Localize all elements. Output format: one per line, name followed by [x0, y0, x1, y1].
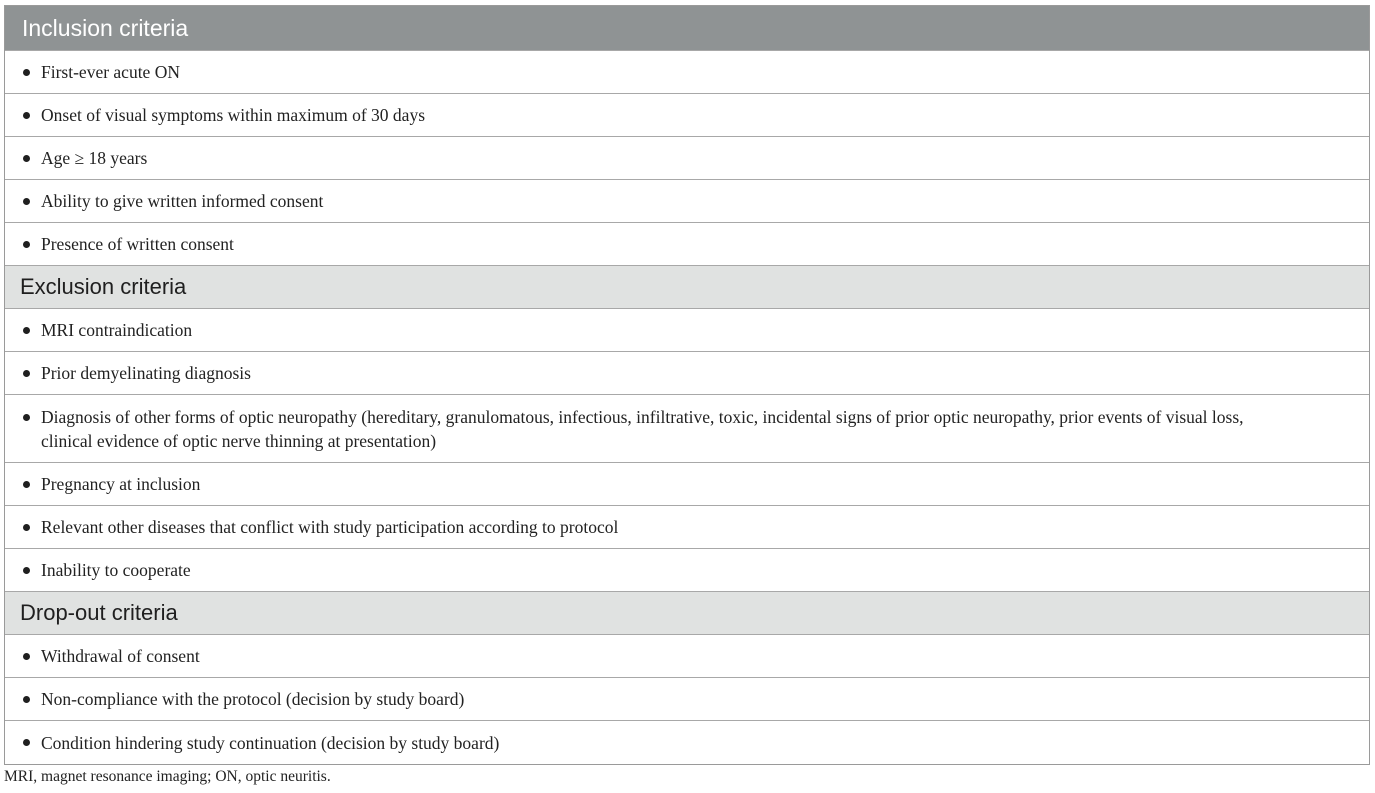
exclusion-criteria-header [5, 266, 1369, 309]
bullet-icon [23, 198, 30, 205]
bullet-icon [23, 414, 30, 421]
table-row [5, 94, 1369, 137]
table-row [5, 223, 1369, 266]
criterion-text: Condition hindering study continuation (decision by study board) [41, 732, 500, 753]
inclusion-criteria-title: Inclusion criteria [22, 15, 189, 41]
bullet-icon [23, 481, 30, 488]
table-row [5, 549, 1369, 592]
criterion-text: Prior demyelinating diagnosis [41, 363, 251, 383]
table-row [5, 678, 1369, 721]
criterion-text: Presence of written consent [41, 234, 234, 254]
bullet-icon [23, 327, 30, 334]
table-row [5, 309, 1369, 352]
criterion-text: Non-compliance with the protocol (decision by study board) [41, 689, 465, 709]
criterion-text: MRI contraindication [41, 320, 193, 340]
table-row [5, 51, 1369, 94]
table-row [5, 635, 1369, 678]
criterion-text: Age ≥ 18 years [41, 148, 148, 168]
dropout-criteria-title: Drop-out criteria [20, 600, 178, 625]
dropout-criteria-header [5, 592, 1369, 635]
bullet-icon [23, 69, 30, 76]
bullet-icon [23, 155, 30, 162]
criterion-text: First-ever acute ON [41, 62, 180, 82]
table-row [5, 180, 1369, 223]
table-row [5, 506, 1369, 549]
criterion-text: Ability to give written informed consent [41, 191, 324, 211]
table-row [5, 721, 1369, 764]
table-row [5, 137, 1369, 180]
table-row [5, 463, 1369, 506]
table-row [5, 395, 1369, 463]
bullet-icon [23, 696, 30, 703]
bullet-icon [23, 370, 30, 377]
bullet-icon [23, 567, 30, 574]
bullet-icon [23, 241, 30, 248]
bullet-icon [23, 524, 30, 531]
exclusion-criteria-title: Exclusion criteria [20, 274, 187, 299]
criterion-text: Onset of visual symptoms within maximum of 30 days [41, 105, 426, 125]
table-footnote: MRI, magnet resonance imaging; ON, optic neuritis. [4, 768, 331, 785]
criterion-text: Withdrawal of consent [41, 646, 200, 666]
bullet-icon [23, 739, 30, 746]
criterion-text: Inability to cooperate [41, 560, 191, 580]
bullet-icon [23, 112, 30, 119]
criterion-text: Relevant other diseases that conflict with study participation according to protocol [41, 517, 619, 537]
inclusion-criteria-header [5, 6, 1369, 51]
bullet-icon [23, 653, 30, 660]
table-row [5, 352, 1369, 395]
criterion-text: Pregnancy at inclusion [41, 474, 201, 494]
criterion-text: Diagnosis of other forms of optic neuropathy (hereditary, granulomatous, infectious, infiltrative, toxic, incidental signs of prior optic neuropathy, prior events of visual loss, clinical evidence of optic nerve thinning at presentation) [41, 407, 1244, 451]
criteria-table [4, 5, 1370, 765]
